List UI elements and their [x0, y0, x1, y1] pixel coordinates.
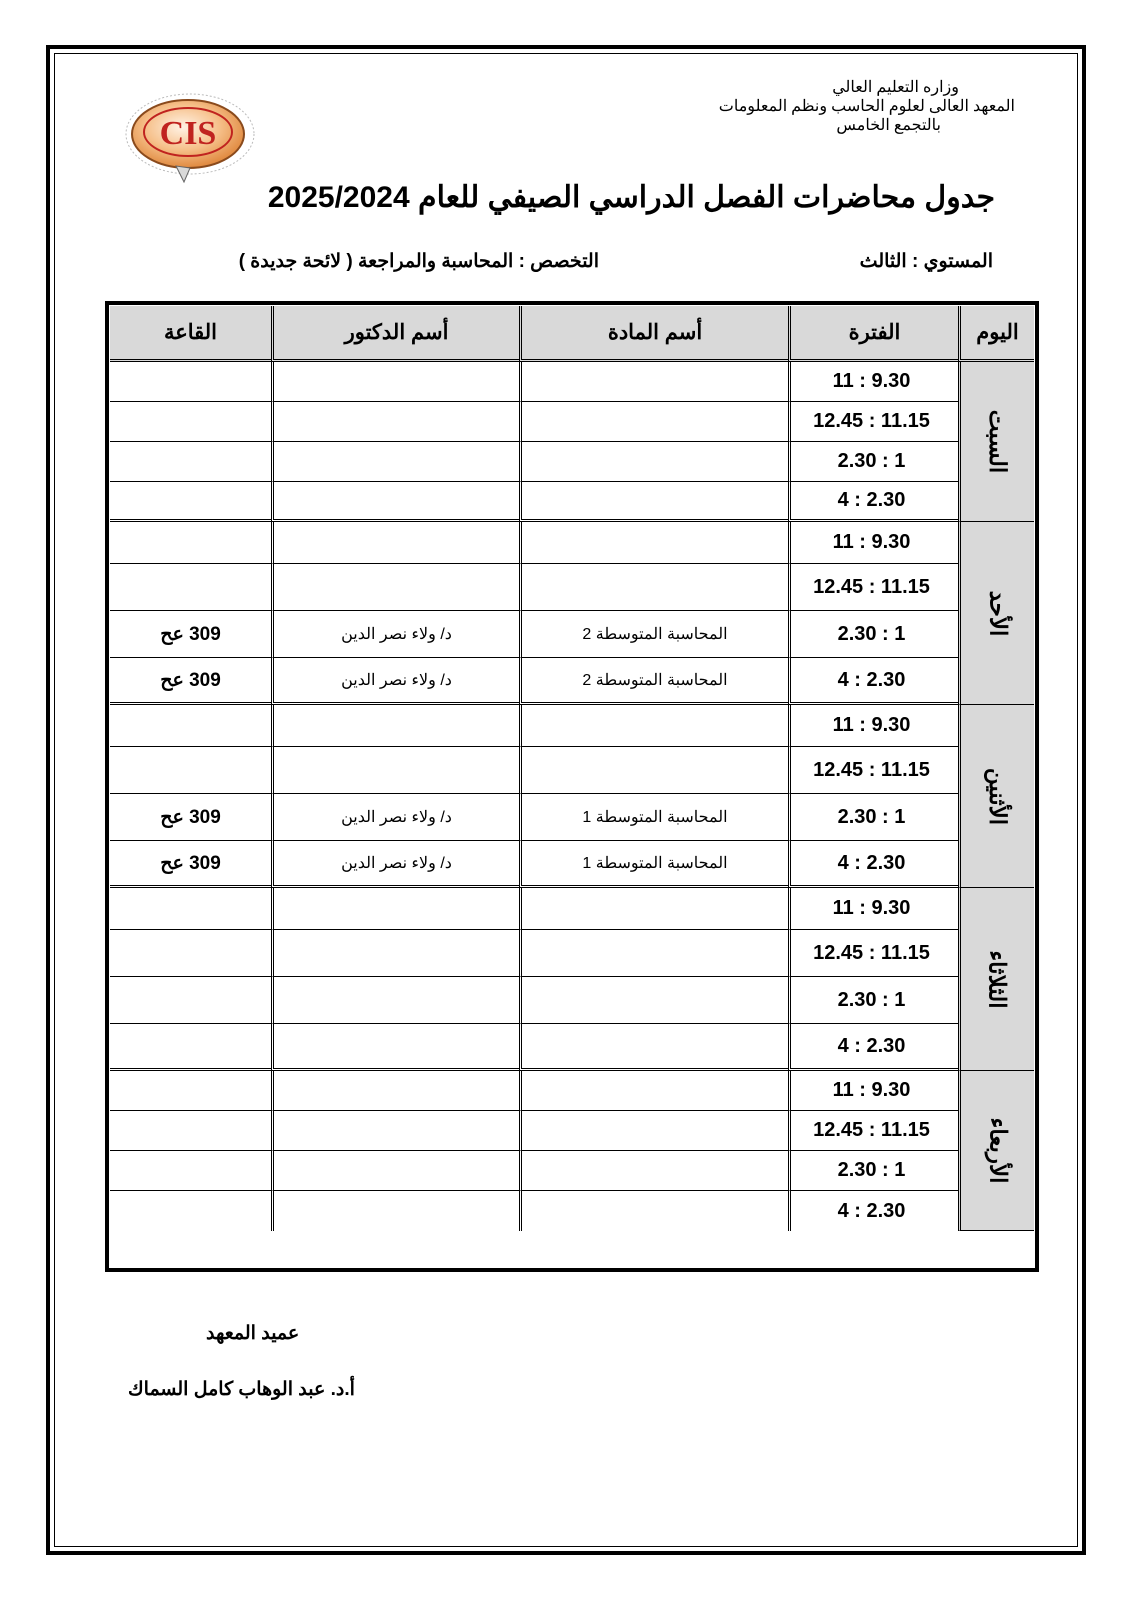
table-row	[110, 930, 1034, 977]
doctor-cell: د/ ولاء نصر الدين	[271, 658, 519, 705]
period-cell: 2.30 : 1	[788, 1151, 958, 1191]
subject-cell: المحاسبة المتوسطة 1	[519, 794, 788, 841]
period-cell: 12.45 : 11.15	[788, 402, 958, 442]
room-cell	[110, 1111, 271, 1151]
period-cell: 4 : 2.30	[788, 482, 958, 522]
room-cell	[110, 977, 271, 1024]
period-cell: 11 : 9.30	[788, 888, 958, 930]
table-row	[110, 1191, 1034, 1231]
ministry-name: وزاره التعليم العالي	[832, 79, 959, 96]
doctor-cell	[271, 522, 519, 564]
period-cell: 4 : 2.30	[788, 1024, 958, 1071]
col-header-room: القاعة	[110, 306, 271, 362]
doctor-cell	[271, 442, 519, 482]
subject-cell: المحاسبة المتوسطة 1	[519, 841, 788, 888]
col-header-period: الفترة	[788, 306, 958, 362]
period-cell: 2.30 : 1	[788, 977, 958, 1024]
table-row	[110, 362, 1034, 402]
cis-logo	[118, 86, 268, 198]
day-label: السبت	[984, 409, 1011, 474]
day-label: الأربعاء	[985, 1117, 1011, 1184]
svg-text:CIS: CIS	[159, 115, 217, 152]
doctor-cell: د/ ولاء نصر الدين	[271, 841, 519, 888]
doctor-cell	[271, 1191, 519, 1231]
table-header-row	[110, 306, 1034, 362]
room-cell: 309 عح	[110, 841, 271, 888]
room-cell	[110, 1151, 271, 1191]
room-cell	[110, 402, 271, 442]
doctor-cell	[271, 362, 519, 402]
room-cell	[110, 482, 271, 522]
subject-cell	[519, 442, 788, 482]
table-row	[110, 442, 1034, 482]
room-cell	[110, 522, 271, 564]
table-row	[110, 564, 1034, 611]
table-row	[110, 1111, 1034, 1151]
subject-cell	[519, 1151, 788, 1191]
ministry-header	[655, 78, 1015, 135]
subject-cell	[519, 977, 788, 1024]
room-cell: 309 عح	[110, 658, 271, 705]
doctor-cell	[271, 1024, 519, 1071]
table-row	[110, 1024, 1034, 1071]
subject-cell: المحاسبة المتوسطة 2	[519, 611, 788, 658]
subject-cell: المحاسبة المتوسطة 2	[519, 658, 788, 705]
doctor-cell	[271, 402, 519, 442]
table-row	[110, 402, 1034, 442]
col-header-day: اليوم	[958, 306, 1034, 362]
doctor-cell	[271, 1111, 519, 1151]
table-row	[110, 841, 1034, 888]
room-cell	[110, 564, 271, 611]
room-cell	[110, 442, 271, 482]
doctor-cell	[271, 564, 519, 611]
period-cell: 12.45 : 11.15	[788, 747, 958, 794]
table-row	[110, 658, 1034, 705]
subject-cell	[519, 1111, 788, 1151]
table-row	[110, 747, 1034, 794]
doctor-cell: د/ ولاء نصر الدين	[271, 611, 519, 658]
day-cell	[958, 705, 1034, 888]
subject-cell	[519, 564, 788, 611]
institute-location: بالتجمع الخامس	[836, 117, 941, 134]
day-label: الأثنين	[985, 767, 1011, 825]
room-cell	[110, 1191, 271, 1231]
doctor-cell	[271, 977, 519, 1024]
institute-name: المعهد العالى لعلوم الحاسب ونظم المعلومات	[718, 98, 1015, 115]
doctor-cell	[271, 930, 519, 977]
day-cell	[958, 888, 1034, 1071]
room-cell: 309 عح	[110, 611, 271, 658]
period-cell: 2.30 : 1	[788, 611, 958, 658]
doctor-cell	[271, 747, 519, 794]
room-cell	[110, 888, 271, 930]
period-cell: 12.45 : 11.15	[788, 1111, 958, 1151]
subject-cell	[519, 1024, 788, 1071]
day-cell	[958, 522, 1034, 705]
table-row	[110, 977, 1034, 1024]
period-cell: 4 : 2.30	[788, 1191, 958, 1231]
period-cell: 11 : 9.30	[788, 705, 958, 747]
subject-cell	[519, 402, 788, 442]
day-cell	[958, 362, 1034, 522]
room-cell	[110, 1071, 271, 1111]
room-cell	[110, 705, 271, 747]
period-cell: 11 : 9.30	[788, 522, 958, 564]
doctor-cell	[271, 888, 519, 930]
doctor-cell: د/ ولاء نصر الدين	[271, 794, 519, 841]
period-cell: 4 : 2.30	[788, 841, 958, 888]
day-label: الثلاثاء	[984, 949, 1011, 1009]
table-row	[110, 705, 1034, 747]
subject-cell	[519, 482, 788, 522]
col-header-subject: أسم المادة	[519, 306, 788, 362]
table-row	[110, 888, 1034, 930]
subject-cell	[519, 1191, 788, 1231]
room-cell	[110, 747, 271, 794]
level-label: المستوي : الثالث	[859, 251, 993, 272]
period-cell: 11 : 9.30	[788, 1071, 958, 1111]
doctor-cell	[271, 1071, 519, 1111]
day-cell	[958, 1071, 1034, 1231]
doctor-cell	[271, 1151, 519, 1191]
subject-cell	[519, 705, 788, 747]
subject-cell	[519, 1071, 788, 1111]
subject-cell	[519, 747, 788, 794]
dean-title: عميد المعهد	[206, 1323, 300, 1344]
subject-cell	[519, 888, 788, 930]
table-row	[110, 522, 1034, 564]
room-cell	[110, 930, 271, 977]
table-row	[110, 794, 1034, 841]
doctor-cell	[271, 705, 519, 747]
table-row	[110, 1071, 1034, 1111]
room-cell	[110, 362, 271, 402]
period-cell: 12.45 : 11.15	[788, 564, 958, 611]
room-cell: 309 عح	[110, 794, 271, 841]
room-cell	[110, 1024, 271, 1071]
subject-cell	[519, 930, 788, 977]
subject-cell	[519, 362, 788, 402]
period-cell: 11 : 9.30	[788, 362, 958, 402]
period-cell: 12.45 : 11.15	[788, 930, 958, 977]
day-label: الأحد	[985, 590, 1011, 636]
page-title: جدول محاضرات الفصل الدراسي الصيفي للعام 2025/2024	[267, 181, 995, 214]
schedule-table	[110, 306, 1034, 1231]
period-cell: 2.30 : 1	[788, 442, 958, 482]
table-row	[110, 611, 1034, 658]
table-row	[110, 482, 1034, 522]
doctor-cell	[271, 482, 519, 522]
subject-cell	[519, 522, 788, 564]
period-cell: 2.30 : 1	[788, 794, 958, 841]
table-row	[110, 1151, 1034, 1191]
period-cell: 4 : 2.30	[788, 658, 958, 705]
col-header-doctor: أسم الدكتور	[271, 306, 519, 362]
dean-name: أ.د. عبد الوهاب كامل السماك	[128, 1379, 355, 1400]
specialization-label: التخصص : المحاسبة والمراجعة ( لائحة جديدة )	[238, 251, 599, 272]
